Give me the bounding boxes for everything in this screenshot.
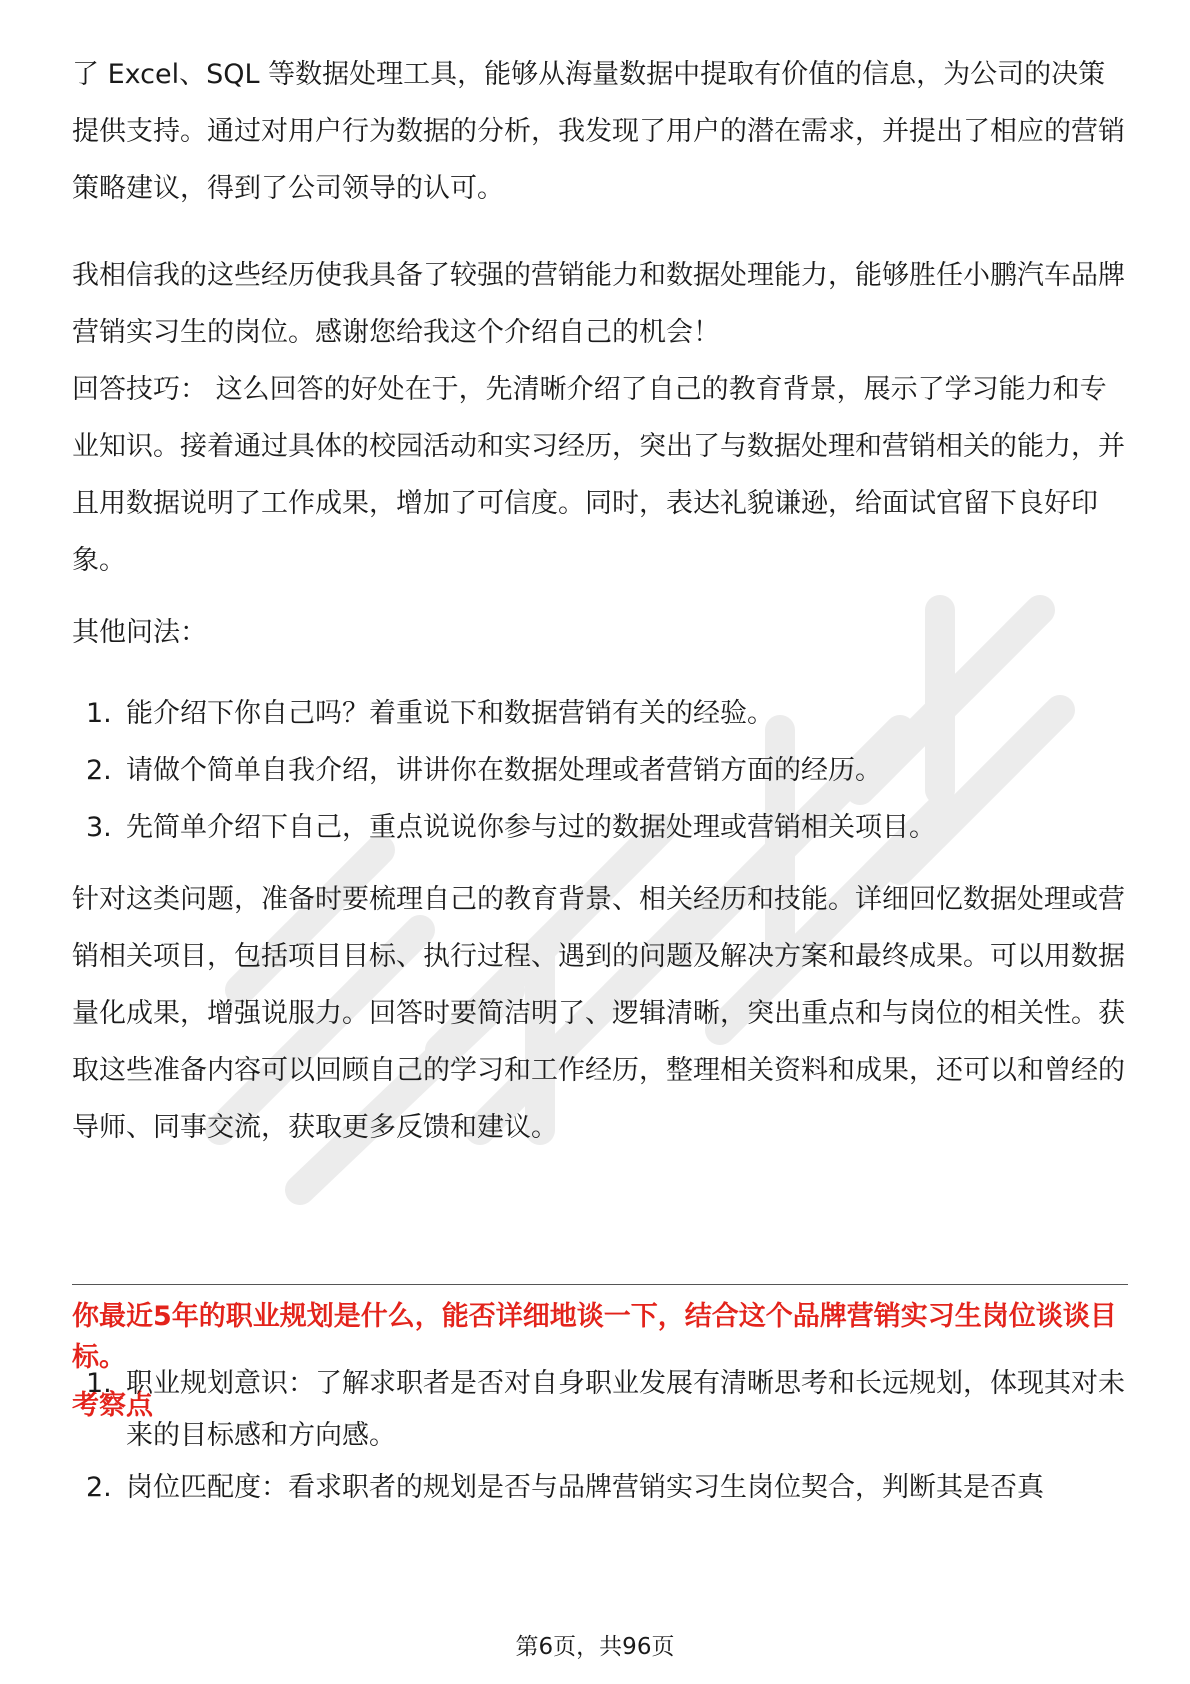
list-item: 3. 先简单介绍下自己，重点说说你参与过的数据处理或营销相关项目。 <box>86 812 936 843</box>
assessment-points-list <box>72 1358 1128 1514</box>
section-divider <box>72 1284 1128 1285</box>
paragraph-answer-tips: 回答技巧： 这么回答的好处在于，先清晰介绍了自己的教育背景，展示了学习能力和专业知识。接着通过具体的校园活动和实习经历，突出了与数据处理和营销相关的能力，并且用数据说明了工作成果，增加了可信度。同时，表达礼貌谦逊，给面试官留下良好印象。 <box>72 374 1125 576</box>
paragraph-closing: 我相信我的这些经历使我具备了较强的营销能力和数据处理能力，能够胜任小鹏汽车品牌营销实习生的岗位。感谢您给我这个介绍自己的机会！ <box>72 260 1125 348</box>
assessment-heading: 考察点 <box>72 1390 153 1421</box>
list-item: 2. 请做个简单自我介绍，讲讲你在数据处理或者营销方面的经历。 <box>86 755 882 786</box>
other-questions-list <box>72 685 1128 856</box>
list-item: 2. 岗位匹配度：看求职者的规划是否与品牌营销实习生岗位契合，判断其是否真 <box>86 1472 1044 1503</box>
list-item: 1. 能介绍下你自己吗？着重说下和数据营销有关的经验。 <box>86 698 774 729</box>
interview-question-title: 你最近5年的职业规划是什么，能否详细地谈一下，结合这个品牌营销实习生岗位谈谈目标。 <box>72 1301 1117 1373</box>
page-footer: 第6页，共96页 <box>515 1634 675 1660</box>
other-questions-heading: 其他问法： <box>72 617 207 648</box>
paragraph-preparation-advice: 针对这类问题，准备时要梳理自己的教育背景、相关经历和技能。详细回忆数据处理或营销相关项目，包括项目目标、执行过程、遇到的问题及解决方案和最终成果。可以用数据量化成果，增强说服力。回答时要简洁明了、逻辑清晰，突出重点和与岗位的相关性。获取这些准备内容可以回顾自己的学习和工作经历，整理相关资料和成果，还可以和曾经的导师、同事交流，获取更多反馈和建议。 <box>72 884 1125 1143</box>
list-item: 1. 职业规划意识：了解求职者是否对自身职业发展有清晰思考和长远规划，体现其对未来的目标感和方向感。 <box>86 1368 1125 1451</box>
paragraph-experience: 了 Excel、SQL 等数据处理工具，能够从海量数据中提取有价值的信息，为公司的决策提供支持。通过对用户行为数据的分析，我发现了用户的潜在需求，并提出了相应的营销策略建议，得到了公司领导的认可。 <box>72 59 1125 204</box>
